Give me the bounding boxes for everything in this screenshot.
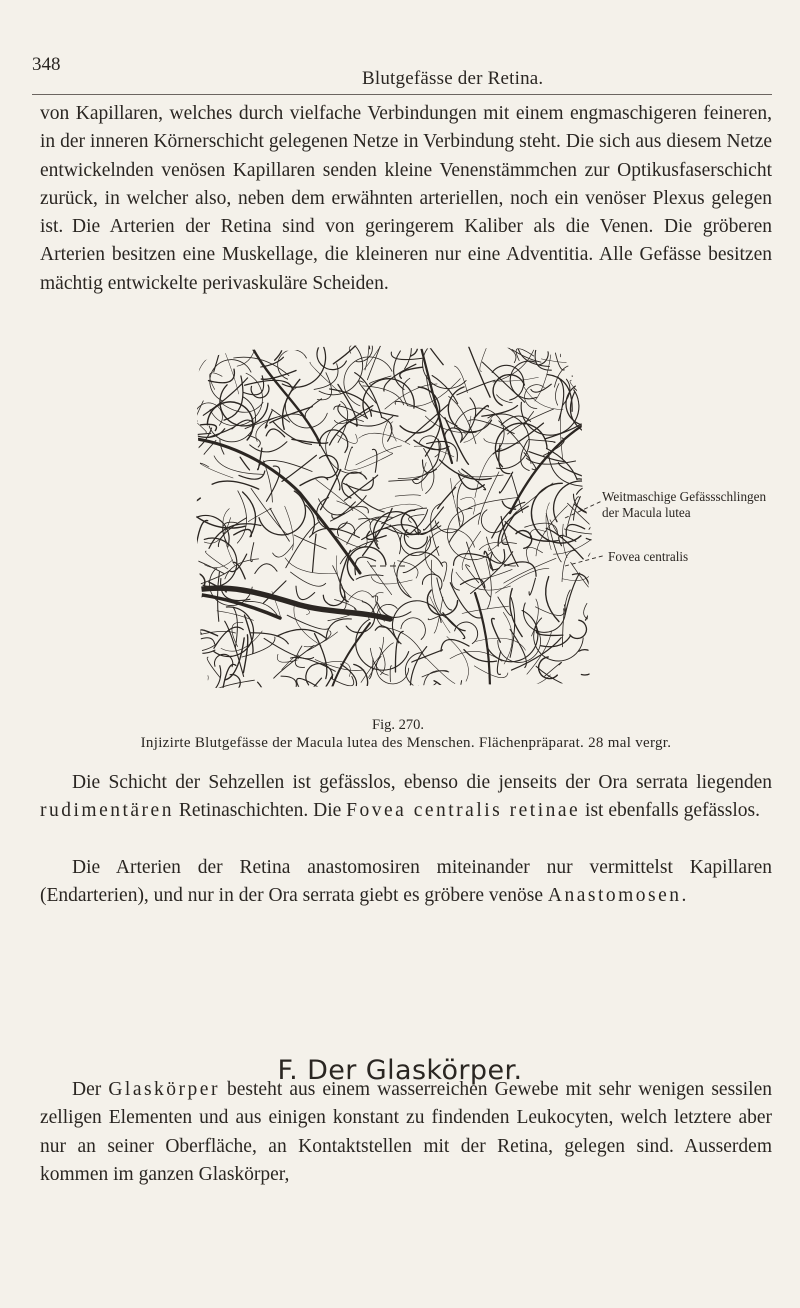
vessel-stroke	[277, 629, 326, 638]
vessel-stroke	[557, 377, 563, 421]
vessel-stroke	[480, 348, 486, 371]
emphasis-anastomosen: Anastomosen	[547, 885, 682, 907]
vessel-stroke	[510, 413, 605, 513]
vessel-stroke	[223, 402, 263, 412]
vessel-stroke	[525, 385, 545, 409]
vessel-stroke	[278, 350, 307, 379]
vessel-stroke	[431, 560, 446, 618]
vessel-stroke	[486, 559, 491, 609]
vessel-stroke	[526, 547, 542, 561]
vessel-stroke	[285, 506, 294, 550]
vessel-stroke	[326, 619, 351, 640]
vessel-stroke	[534, 618, 584, 661]
vessel-stroke	[190, 410, 207, 432]
emphasis-fovea-centralis-retinae: Fovea centralis retinae	[346, 800, 581, 822]
vessel-stroke	[372, 449, 377, 472]
vessel-stroke	[395, 495, 420, 496]
vessel-stroke	[467, 498, 518, 510]
vessel-stroke	[287, 615, 329, 629]
vessel-stroke	[584, 471, 599, 506]
vessel-stroke	[438, 487, 456, 508]
vessel-stroke	[558, 463, 589, 479]
vessel-stroke	[493, 375, 524, 406]
vessel-stroke	[251, 543, 254, 562]
vessel-stroke	[497, 651, 500, 674]
vessel-stroke	[475, 449, 501, 498]
vessel-stroke	[195, 403, 223, 425]
vessel-stroke	[333, 343, 371, 364]
vessel-stroke	[321, 470, 341, 510]
vessel-stroke	[546, 577, 559, 622]
vessel-stroke	[572, 373, 604, 377]
vessel-stroke	[565, 573, 579, 614]
vessel-stroke	[392, 601, 441, 644]
vessel-stroke	[269, 343, 291, 348]
vessel-stroke	[459, 681, 462, 693]
vessel-stroke	[337, 501, 371, 525]
vessel-stroke	[314, 364, 338, 390]
vessel-stroke	[292, 439, 328, 443]
vessel-stroke	[573, 482, 605, 515]
vessel-stroke	[462, 531, 481, 570]
vessel-stroke	[584, 603, 597, 621]
vessel-stroke	[375, 626, 399, 643]
vessel-stroke	[592, 432, 605, 437]
vessel-stroke	[281, 676, 296, 690]
vessel-stroke	[425, 418, 440, 456]
vessel-stroke	[225, 621, 244, 676]
figure-macula-vessels	[190, 343, 605, 693]
vessel-stroke	[420, 343, 452, 463]
vessel-stroke	[205, 560, 233, 568]
vessel-stroke	[363, 508, 393, 555]
vessel-stroke	[554, 365, 580, 387]
vessel-illustration	[190, 343, 605, 693]
vessel-stroke	[591, 670, 606, 693]
vessel-stroke	[555, 384, 559, 406]
vessel-stroke	[537, 692, 561, 693]
vessel-stroke	[349, 591, 374, 600]
vessel-stroke	[192, 627, 196, 661]
vessel-stroke	[191, 470, 197, 513]
vessel-stroke	[464, 415, 494, 442]
vessel-stroke	[447, 637, 469, 682]
paragraph-glaskoerper: Der Glaskörper besteht aus einem wasserreichen Gewebe mit sehr wenigen sessilen zelligen Elementen und aus einigen konstant zu findenden Leukocyten, welch letztere aber nur an seiner Oberfläche, an Kontaktstellen mit der Retina, gelegen sind. Ausserdem kommen im ganzen Glaskörper,	[40, 1079, 773, 1185]
vessel-stroke	[510, 589, 522, 637]
vessel-stroke	[425, 343, 443, 365]
vessel-stroke	[529, 578, 535, 595]
vessel-stroke	[190, 518, 191, 543]
vessel-stroke	[549, 452, 591, 486]
vessel-stroke	[345, 454, 393, 471]
vessel-stroke	[282, 455, 316, 481]
vessel-stroke	[201, 424, 217, 430]
vessel-stroke	[398, 681, 449, 693]
vessel-stroke	[259, 491, 306, 535]
label-fovea-centralis: Fovea centralis	[608, 549, 689, 564]
vessel-stroke	[240, 457, 249, 470]
vessel-stroke	[190, 661, 221, 693]
vessel-stroke	[221, 631, 262, 651]
vessel-stroke	[270, 508, 289, 541]
vessel-stroke	[264, 638, 314, 658]
figure-number: Fig. 270.	[372, 717, 424, 733]
vessel-stroke	[549, 343, 566, 357]
vessel-stroke	[190, 588, 390, 619]
vessel-stroke	[230, 554, 247, 572]
vessel-stroke	[190, 343, 198, 350]
vessel-stroke	[195, 401, 204, 423]
vessel-stroke	[203, 538, 237, 587]
vessel-stroke	[461, 579, 485, 588]
vessel-stroke	[390, 666, 392, 682]
vessel-stroke	[602, 644, 605, 680]
vessel-stroke	[599, 383, 605, 420]
vessel-stroke	[237, 491, 246, 543]
vessel-stroke	[586, 565, 603, 620]
vessel-stroke	[317, 343, 346, 370]
vessel-stroke	[456, 572, 511, 590]
vessel-stroke	[497, 343, 516, 362]
vessel-stroke	[577, 486, 606, 519]
paragraph-anastomoses: Die Arterien der Retina anastomosiren miteinander nur vermittelst Kapillaren (Endarterien), und nur in der Ora serrata giebt es gröbere venöse Anastomosen.	[40, 857, 772, 907]
vessel-stroke	[296, 586, 315, 599]
vessel-stroke	[445, 418, 469, 465]
vessel-stroke	[516, 531, 532, 549]
vessel-stroke	[408, 379, 461, 407]
vessel-stroke	[255, 564, 277, 574]
paragraph-arteries: Die Arterien der Retina sind von geringerem Kaliber als die Venen. Die gröberen Arterien besitzen eine Muskellage, die kleineren nur eine Adventitia. Alle Gefässe besitzen mächtig entwickelte perivaskuläre Scheiden.	[40, 216, 772, 294]
vessel-stroke	[313, 534, 317, 572]
paragraph-capillaries: von Kapillaren, welches durch vielfache Verbindungen mit einem engmaschigeren feineren, in der inneren Körnerschicht gelegenen Netze in Verbindung steht. Die sich aus diesem Netze entwickelnden venösen Kapillaren senden kleine Venenstämmchen zur Optikusfaserschicht zurück, in welcher also, neben dem erwähnten arteriellen, noch ein venöser Plexus gelegen ist.	[40, 103, 772, 238]
page-number: 348	[32, 54, 61, 75]
vessel-stroke	[495, 569, 549, 594]
vessel-stroke	[401, 618, 426, 640]
vessel-stroke	[359, 433, 410, 444]
page-header	[32, 54, 772, 95]
vessel-stroke	[285, 558, 337, 574]
vessel-stroke	[190, 456, 200, 504]
vessel-stroke	[317, 440, 340, 490]
vessel-stroke	[210, 373, 262, 426]
vessel-stroke	[523, 603, 565, 632]
vessel-stroke	[554, 481, 605, 522]
vessel-stroke	[536, 666, 563, 684]
vessel-stroke	[541, 636, 571, 647]
vessel-stroke	[356, 446, 402, 465]
vessel-stroke	[193, 463, 209, 481]
vessel-stroke	[320, 430, 348, 453]
vessel-stroke	[598, 343, 606, 370]
vessel-stroke	[468, 346, 490, 398]
label-macula-loops: Weitmaschige Gefässschlingen der Macula lutea	[602, 489, 767, 520]
vessel-stroke	[482, 406, 518, 417]
vessel-stroke	[395, 631, 403, 672]
vessel-stroke	[476, 638, 526, 650]
vessel-stroke	[437, 578, 452, 610]
vessel-stroke	[445, 428, 462, 441]
vessel-stroke	[190, 573, 205, 586]
vessel-stroke	[414, 439, 440, 479]
running-head: Blutgefässe der Retina.	[362, 68, 544, 89]
vessel-stroke	[474, 666, 508, 678]
vessel-stroke	[332, 502, 356, 518]
vessel-stroke	[479, 569, 513, 579]
vessel-stroke	[282, 343, 325, 387]
vessel-stroke	[397, 343, 418, 356]
vessel-stroke	[274, 646, 314, 679]
vessel-stroke	[351, 507, 369, 513]
vessel-stroke	[424, 507, 444, 530]
vessel-stroke	[205, 680, 255, 693]
section-heading: F. Der Glaskörper.	[277, 1055, 523, 1087]
vessel-stroke	[207, 657, 220, 677]
vessel-stroke	[250, 442, 287, 452]
vessel-stroke	[427, 590, 457, 615]
vessel-stroke	[588, 545, 605, 585]
vessel-stroke	[190, 553, 224, 573]
figure-caption: Injizirte Blutgefässe der Macula lutea des Menschen. Flächenpräparat. 28 mal vergr.	[140, 735, 672, 751]
vessel-stroke	[489, 664, 512, 693]
vessel-stroke	[585, 410, 596, 436]
vessel-stroke	[291, 657, 336, 671]
vessel-stroke	[372, 411, 398, 417]
vessel-stroke	[545, 662, 562, 676]
vessel-stroke	[494, 675, 551, 691]
vessel-stroke	[412, 650, 443, 662]
vessel-stroke	[419, 685, 453, 693]
vessel-stroke	[300, 477, 328, 486]
vessel-stroke	[291, 572, 326, 586]
vessel-stroke	[570, 620, 587, 638]
vessel-stroke	[195, 516, 245, 528]
vessel-stroke	[273, 544, 294, 557]
vessel-stroke	[553, 536, 596, 555]
vessel-stroke	[198, 357, 210, 373]
vessel-stroke	[204, 518, 230, 544]
vessel-stroke	[488, 414, 529, 469]
vessel-stroke	[579, 650, 597, 675]
vessel-stroke	[344, 478, 374, 491]
vessel-stroke	[552, 343, 556, 345]
vessel-stroke	[272, 345, 282, 360]
vessel-stroke	[403, 547, 438, 573]
vessel-stroke	[501, 517, 518, 567]
vessel-stroke	[214, 627, 243, 648]
vessel-stroke	[261, 371, 296, 380]
vessel-stroke	[400, 367, 423, 378]
vessel-stroke	[568, 497, 580, 525]
vessel-stroke	[560, 351, 588, 362]
vessel-stroke	[237, 343, 257, 366]
vessel-stroke	[394, 351, 404, 390]
vessel-stroke	[497, 395, 513, 403]
vessel-stroke	[466, 565, 479, 583]
emphasis-glaskoerper: Glaskörper	[108, 1079, 220, 1100]
vessel-stroke	[593, 358, 606, 384]
paragraph-avascular: Die Schicht der Sehzellen ist gefässlos, ebenso die jenseits der Ora serrata liegenden rudimentären Retinaschichten. Die Fovea centralis retinae ist ebenfalls gefässlos.	[40, 772, 772, 822]
emphasis-rudimentaren: rudimentären	[40, 800, 174, 822]
vessel-stroke	[535, 355, 551, 401]
vessel-stroke	[190, 676, 208, 694]
vessel-stroke	[197, 520, 208, 543]
vessel-stroke	[390, 525, 400, 554]
vessel-stroke	[566, 524, 584, 535]
vessel-stroke	[371, 577, 412, 584]
vessel-stroke	[190, 638, 215, 647]
vessel-stroke	[441, 639, 469, 651]
vessel-stroke	[528, 440, 555, 443]
vessel-stroke	[369, 637, 384, 677]
vessel-stroke	[212, 481, 259, 489]
